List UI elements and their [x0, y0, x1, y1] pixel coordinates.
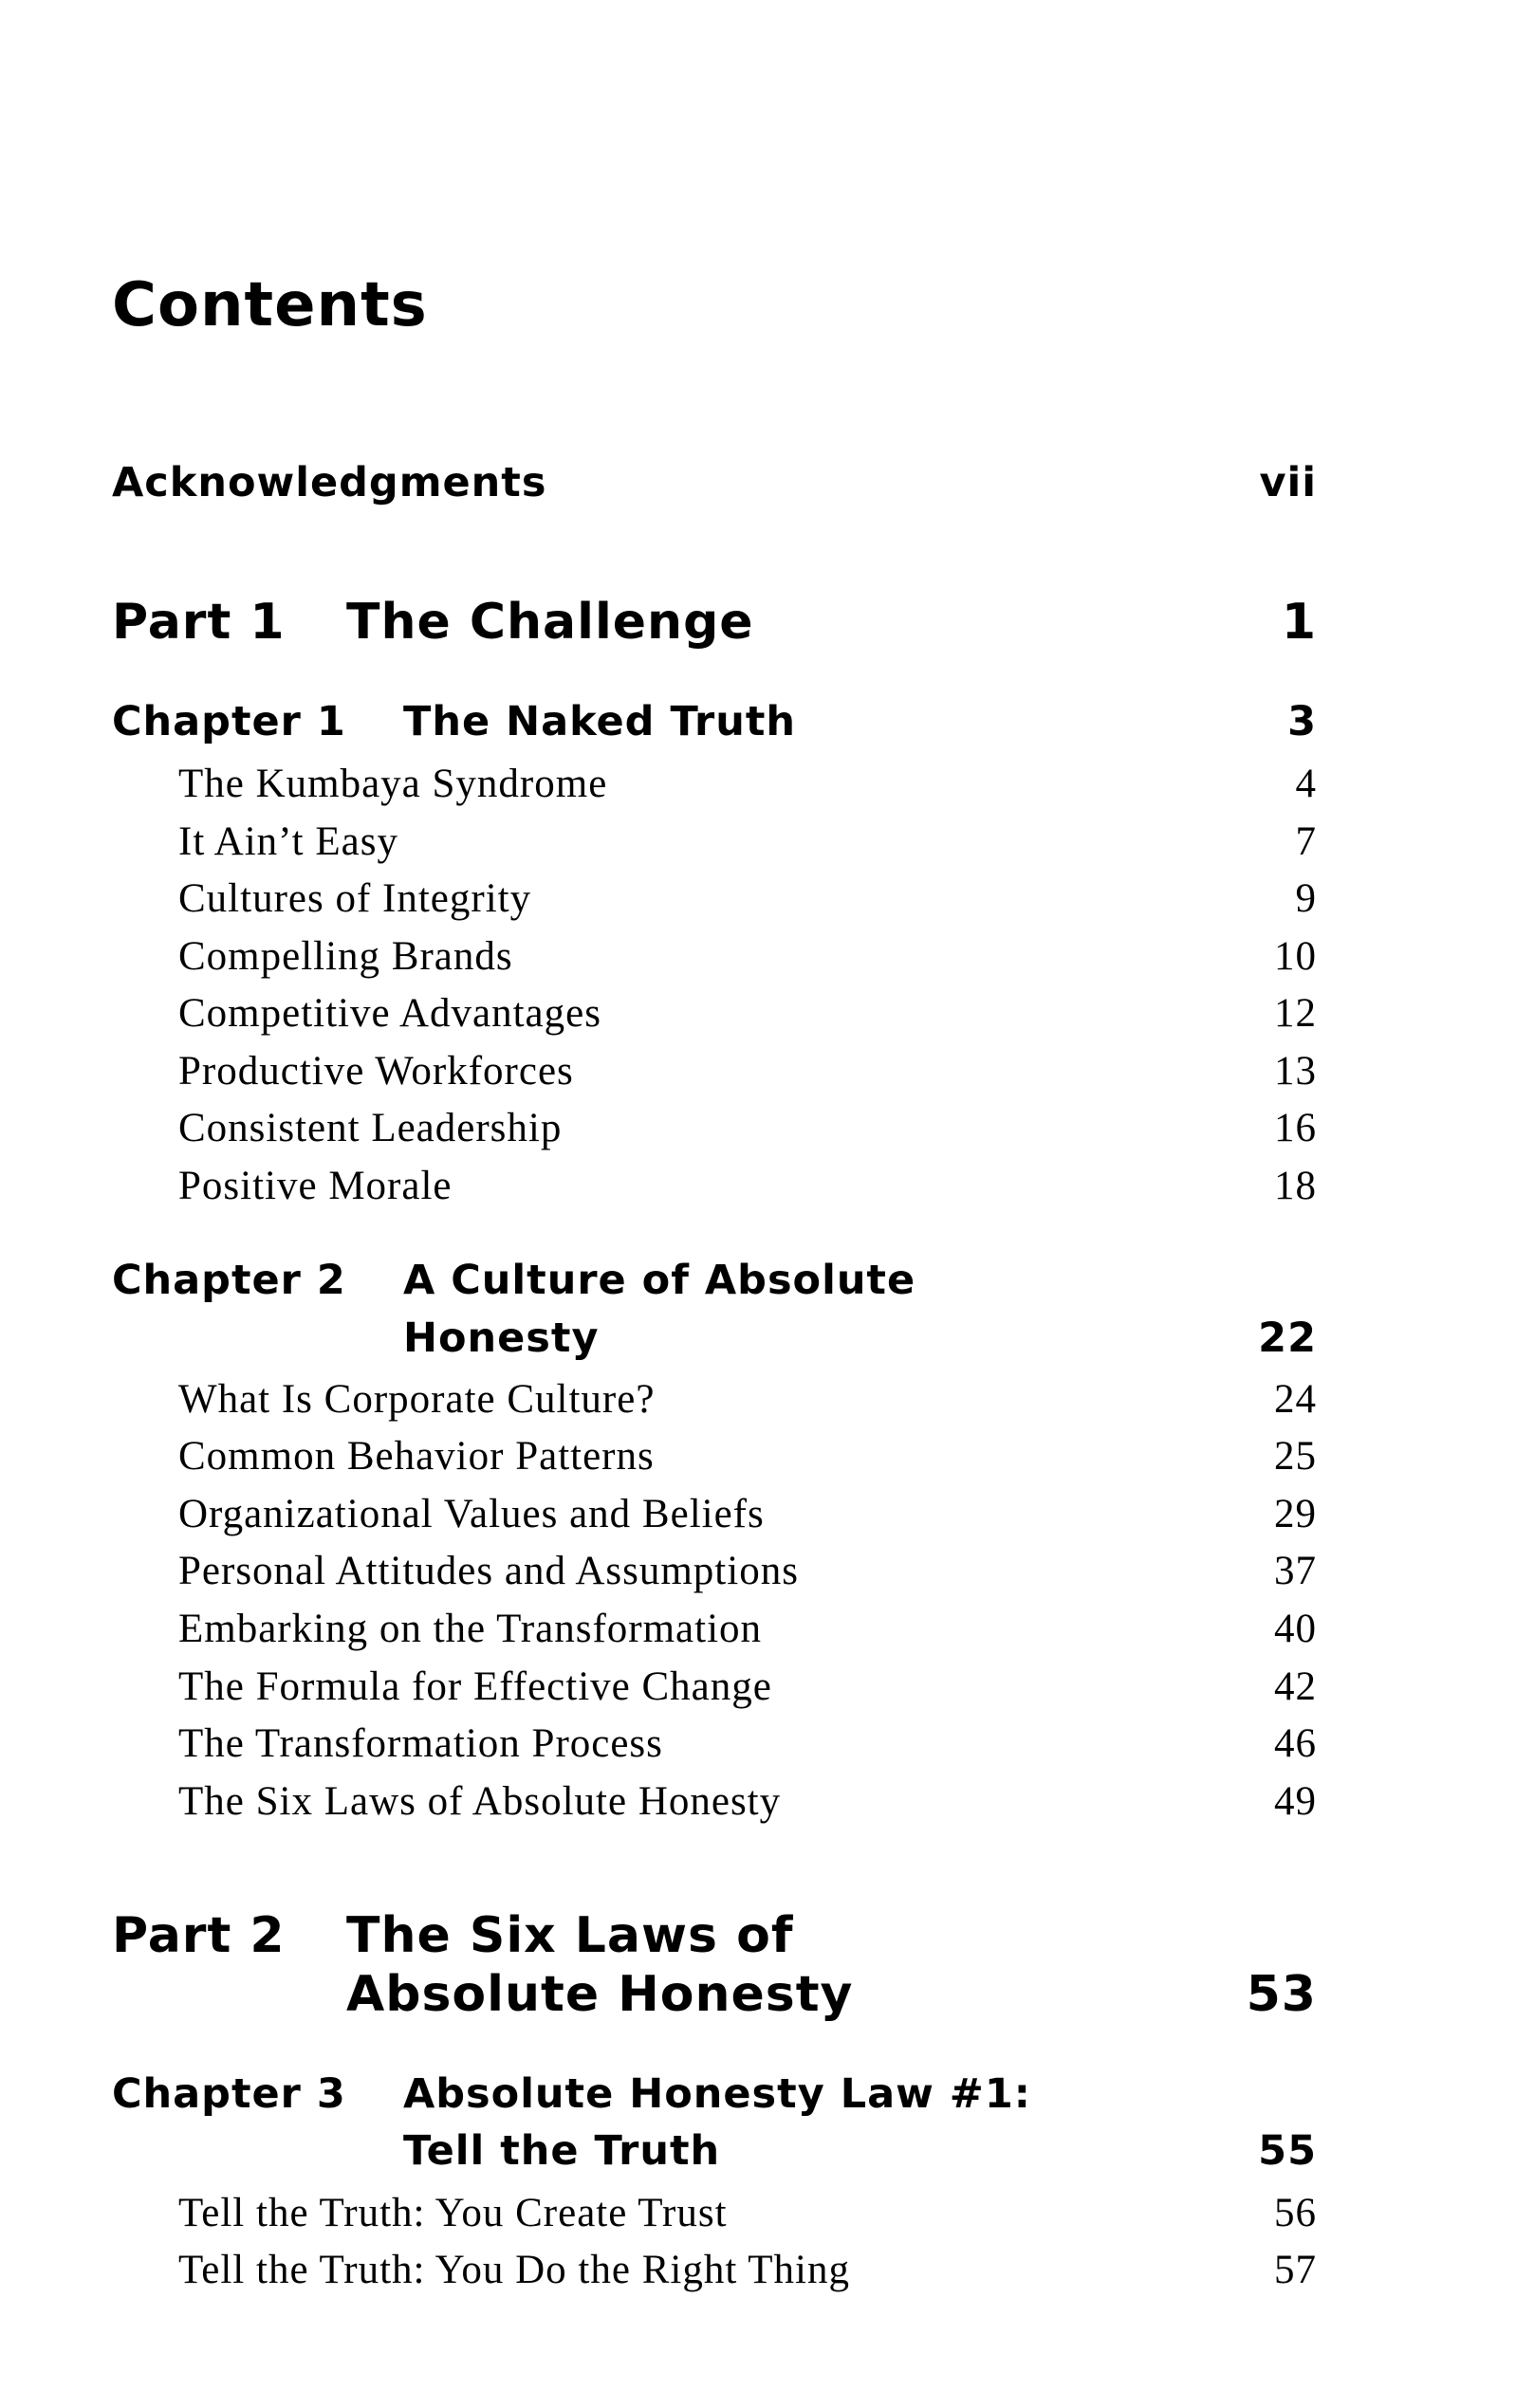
chapter-label: Chapter 2	[112, 1257, 346, 1304]
toc-entry-page: 24	[1274, 1377, 1317, 1422]
toc-entry-title: Productive Workforces	[178, 1049, 574, 1094]
chapter-title-line-2: Tell the Truth	[403, 2127, 721, 2175]
toc-part-2[interactable]	[112, 1907, 1317, 1968]
chapter-label: Chapter 1	[112, 698, 346, 745]
toc-entry-page: 57	[1274, 2248, 1317, 2292]
toc-entry[interactable]	[112, 1608, 1317, 1656]
toc-entry[interactable]	[112, 1551, 1317, 1598]
toc-entry-title: Tell the Truth: You Do the Right Thing	[178, 2248, 850, 2292]
toc-entry-title: Positive Morale	[178, 1164, 453, 1208]
toc-entry-page: 25	[1274, 1434, 1317, 1479]
toc-entry-title: The Kumbaya Syndrome	[178, 762, 608, 806]
toc-entry[interactable]	[112, 936, 1317, 983]
toc-entry-title: It Ain’t Easy	[178, 819, 398, 864]
toc-entry[interactable]	[112, 2250, 1317, 2297]
toc-entry-page: 10	[1274, 934, 1317, 979]
toc-entry-page: 4	[1295, 762, 1317, 806]
toc-entry[interactable]	[112, 821, 1317, 869]
toc-entry[interactable]	[112, 763, 1317, 811]
toc-entry-page: 7	[1295, 819, 1317, 864]
toc-entry-title: Consistent Leadership	[178, 1106, 563, 1150]
toc-entry-page: 9	[1295, 876, 1317, 921]
toc-entry-title: What Is Corporate Culture?	[178, 1377, 656, 1422]
toc-entry[interactable]	[112, 1108, 1317, 1155]
toc-entry-title: Cultures of Integrity	[178, 876, 532, 921]
toc-acknowledgments[interactable]	[112, 459, 1317, 510]
toc-entry[interactable]	[112, 1436, 1317, 1483]
chapter-page: 22	[1258, 1314, 1317, 1362]
toc-part-2-cont[interactable]	[112, 1966, 1317, 2027]
toc-entry-title: The Six Laws of Absolute Honesty	[178, 1779, 782, 1824]
toc-entry[interactable]	[112, 993, 1317, 1040]
part-title-line-1: The Six Laws of	[346, 1907, 794, 1964]
toc-entry-title: Compelling Brands	[178, 934, 513, 979]
toc-entry-title: Personal Attitudes and Assumptions	[178, 1549, 799, 1593]
toc-entry-title: Competitive Advantages	[178, 991, 601, 1036]
toc-entry-page: 42	[1274, 1664, 1317, 1709]
chapter-title-line-2: Honesty	[403, 1314, 600, 1362]
toc-entry-title: Embarking on the Transformation	[178, 1607, 763, 1651]
toc-entry-page: 12	[1274, 991, 1317, 1036]
toc-acknowledgments-page: vii	[1259, 459, 1317, 506]
toc-entry-title: Organizational Values and Beliefs	[178, 1492, 765, 1536]
toc-entry-page: 56	[1274, 2191, 1317, 2235]
toc-entry[interactable]	[112, 1723, 1317, 1771]
toc-entry[interactable]	[112, 1666, 1317, 1714]
chapter-label: Chapter 3	[112, 2070, 346, 2118]
toc-chapter-1[interactable]	[112, 698, 1317, 749]
toc-entry-title: The Formula for Effective Change	[178, 1664, 772, 1709]
toc-entry-page: 40	[1274, 1607, 1317, 1651]
chapter-title-line-1: Absolute Honesty Law #1:	[403, 2070, 1031, 2118]
toc-chapter-2[interactable]	[112, 1257, 1317, 1308]
part-page: 1	[1281, 594, 1317, 651]
toc-entry-page: 37	[1274, 1549, 1317, 1593]
toc-entry[interactable]	[112, 1051, 1317, 1098]
part-title: The Challenge	[346, 594, 754, 651]
toc-part-1[interactable]	[112, 594, 1317, 654]
toc-entry-page: 46	[1274, 1721, 1317, 1766]
toc-acknowledgments-label: Acknowledgments	[112, 459, 547, 506]
toc-entry[interactable]	[112, 2193, 1317, 2240]
toc-entry-page: 18	[1274, 1164, 1317, 1208]
toc-entry[interactable]	[112, 1166, 1317, 1213]
toc-entry[interactable]	[112, 1494, 1317, 1541]
toc-entry[interactable]	[112, 878, 1317, 926]
contents-page	[112, 0, 1317, 2408]
toc-chapter-3-cont[interactable]	[112, 2127, 1317, 2178]
chapter-page: 55	[1258, 2127, 1317, 2175]
part-label: Part 1	[112, 594, 286, 651]
toc-entry-page: 16	[1274, 1106, 1317, 1150]
page-title: Contents	[112, 270, 428, 340]
toc-entry-title: The Transformation Process	[178, 1721, 663, 1766]
toc-entry-page: 29	[1274, 1492, 1317, 1536]
part-page: 53	[1246, 1966, 1317, 2023]
toc-entry-page: 13	[1274, 1049, 1317, 1094]
toc-entry[interactable]	[112, 1781, 1317, 1829]
toc-chapter-2-cont[interactable]	[112, 1314, 1317, 1366]
chapter-page: 3	[1287, 698, 1317, 745]
chapter-title: The Naked Truth	[403, 698, 797, 745]
toc-entry-title: Common Behavior Patterns	[178, 1434, 655, 1479]
toc-entry-page: 49	[1274, 1779, 1317, 1824]
toc-entry[interactable]	[112, 1379, 1317, 1426]
toc-chapter-3[interactable]	[112, 2070, 1317, 2122]
toc-entry-title: Tell the Truth: You Create Trust	[178, 2191, 728, 2235]
chapter-title-line-1: A Culture of Absolute	[403, 1257, 916, 1304]
part-title-line-2: Absolute Honesty	[346, 1966, 854, 2023]
part-label: Part 2	[112, 1907, 286, 1964]
